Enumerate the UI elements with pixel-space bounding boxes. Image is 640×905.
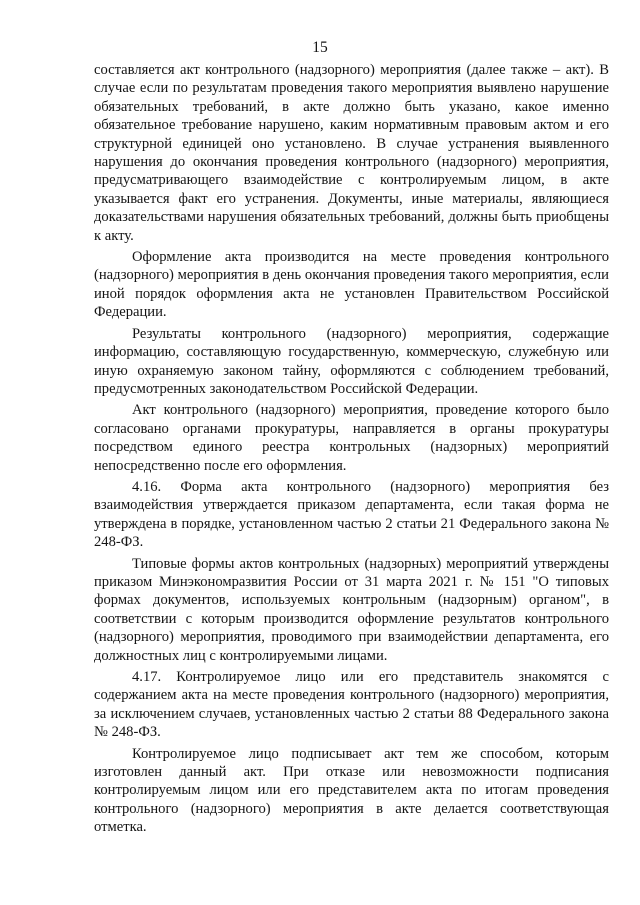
document-body: [94, 61, 609, 840]
paragraph-4-17: 4.17. Контролируемое лицо или его представитель знакомятся с содержанием акта на месте проведения контрольного (надзорного) мероприятия, за исключением случаев, установленных частью 2 статьи 88 Федерального закона № 248-ФЗ.: [94, 669, 609, 741]
paragraph: составляется акт контрольного (надзорного) мероприятия (далее также – акт). В случае если по результатам проведения такого мероприятия выявлено нарушение обязательных требований, в акте должно быть указано, какое именно обязательное требование нарушено, каким нормативным правовым актом и его структурной единицей оно установлено. В случае устранения выявленного нарушения до окончания проведения контрольного (надзорного) мероприятия, предусматривающего взаимодействие с контролируемым лицом, в акте указывается факт его устранения. Документы, иные материалы, являющиеся доказательствами нарушения обязательных требований, должны быть приобщены к акту.: [94, 62, 609, 244]
paragraph: Типовые формы актов контрольных (надзорных) мероприятий утверждены приказом Минэкономразвития России от 31 марта 2021 г. № 151 "О типовых формах документов, используемых контрольным (надзорным) органом", в соответствии с которым производится оформление результатов контрольного (надзорного) мероприятия, проводимого при взаимодействии департамента, его должностных лиц с контролируемыми лицами.: [94, 555, 609, 664]
paragraph: Оформление акта производится на месте проведения контрольного (надзорного) мероприятия в день окончания проведения такого мероприятия, если иной порядок оформления акта не установлен Правительством Российской Федерации.: [94, 249, 609, 321]
paragraph: Контролируемое лицо подписывает акт тем же способом, которым изготовлен данный акт. При отказе или невозможности подписания контролируемым лицом или его представителем акта по итогам проведения контрольного (надзорного) мероприятия в акте делается соответствующая отметка.: [94, 745, 609, 836]
paragraph: Результаты контрольного (надзорного) мероприятия, содержащие информацию, составляющую государственную, коммерческую, служебную или иную охраняемую законом тайну, оформляются с соблюдением требований, предусмотренных законодательством Российской Федерации.: [94, 325, 609, 397]
paragraph-4-16: 4.16. Форма акта контрольного (надзорного) мероприятия без взаимодействия утверждается приказом департамента, если такая форма не утверждена в порядке, установленном частью 2 статьи 21 Федерального закона № 248-ФЗ.: [94, 478, 609, 551]
paragraph: Акт контрольного (надзорного) мероприятия, проведение которого было согласовано органами прокуратуры, направляется в органы прокуратуры посредством единого реестра контрольных (надзорных) мероприятий непосредственно после его оформления.: [94, 402, 609, 474]
page-number: 15: [312, 39, 328, 56]
